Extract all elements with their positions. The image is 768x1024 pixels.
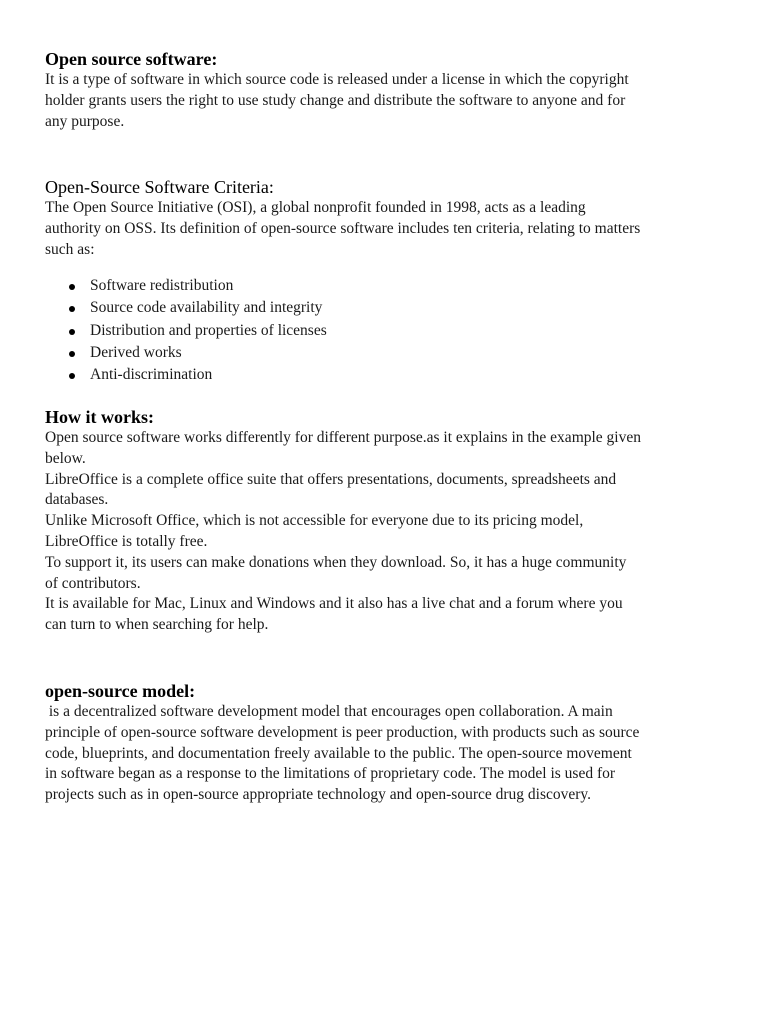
section-heading: open-source model: [45,681,196,701]
paragraph-line: The Open Source Initiative (OSI), a global nonprofit founded in 1998, acts as a leading [45,199,586,216]
paragraph-line: such as: [45,240,95,258]
paragraph-line: any purpose. [45,112,125,130]
paragraph-line: It is a type of software in which source code is released under a license in which the copyright [45,71,629,88]
list-item [45,342,735,364]
section-open-source-model [45,680,735,806]
paragraph-line: of contributors. [45,574,141,592]
section-open-source-software [45,48,735,132]
paragraph-line: LibreOffice is a complete office suite that offers presentations, documents, spreadsheets and [45,470,617,488]
section-paragraph [45,702,735,806]
list-item [45,364,735,386]
paragraph-line: principle of open-source software development is peer production, with products such as source [45,723,640,741]
list-item-text: Source code availability and integrity [90,299,323,317]
paragraph-line: Unlike Microsoft Office, which is not accessible for everyone due to its pricing model, [45,512,584,530]
paragraph-line: Open source software works differently for different purpose.as it explains in the example given [45,429,641,446]
section-heading: Open-Source Software Criteria: [45,177,274,197]
section-criteria [45,176,735,260]
section-paragraph [45,70,735,132]
list-item-text: Distribution and properties of licenses [90,321,327,339]
paragraph-line: code, blueprints, and documentation freely available to the public. The open-source movement [45,744,632,762]
paragraph-line: is a decentralized software development model that encourages open collaboration. A main [45,703,613,720]
paragraph-line: projects such as in open-source appropriate technology and open-source drug discovery. [45,786,592,804]
bullet-icon [69,373,75,379]
section-how-it-works [45,406,735,636]
paragraph-line: below. [45,449,86,467]
paragraph-line: It is available for Mac, Linux and Windows and it also has a live chat and a forum where you [45,595,623,613]
section-paragraph [45,428,735,636]
list-item [45,275,735,297]
list-item [45,297,735,319]
paragraph-line: holder grants users the right to use study change and distribute the software to anyone and for [45,91,626,109]
section-heading: Open source software: [45,49,218,69]
list-item-text: Anti-discrimination [90,366,213,384]
section-paragraph [45,198,735,260]
paragraph-line: can turn to when searching for help. [45,616,269,634]
paragraph-line: LibreOffice is totally free. [45,532,208,550]
paragraph-line: To support it, its users can make donations when they download. So, it has a huge community [45,553,627,571]
list-item [45,320,735,342]
bullet-icon [69,329,75,335]
bullet-icon [69,306,75,312]
criteria-bullet-list [45,275,735,386]
bullet-icon [69,284,75,290]
list-item-text: Software redistribution [90,277,234,294]
list-item-text: Derived works [90,343,182,361]
paragraph-line: databases. [45,491,109,509]
bullet-icon [69,351,75,357]
paragraph-line: authority on OSS. Its definition of open-source software includes ten criteria, relating to matters [45,219,641,237]
section-heading: How it works: [45,407,154,427]
paragraph-line: in software began as a response to the limitations of proprietary code. The model is used for [45,765,616,783]
